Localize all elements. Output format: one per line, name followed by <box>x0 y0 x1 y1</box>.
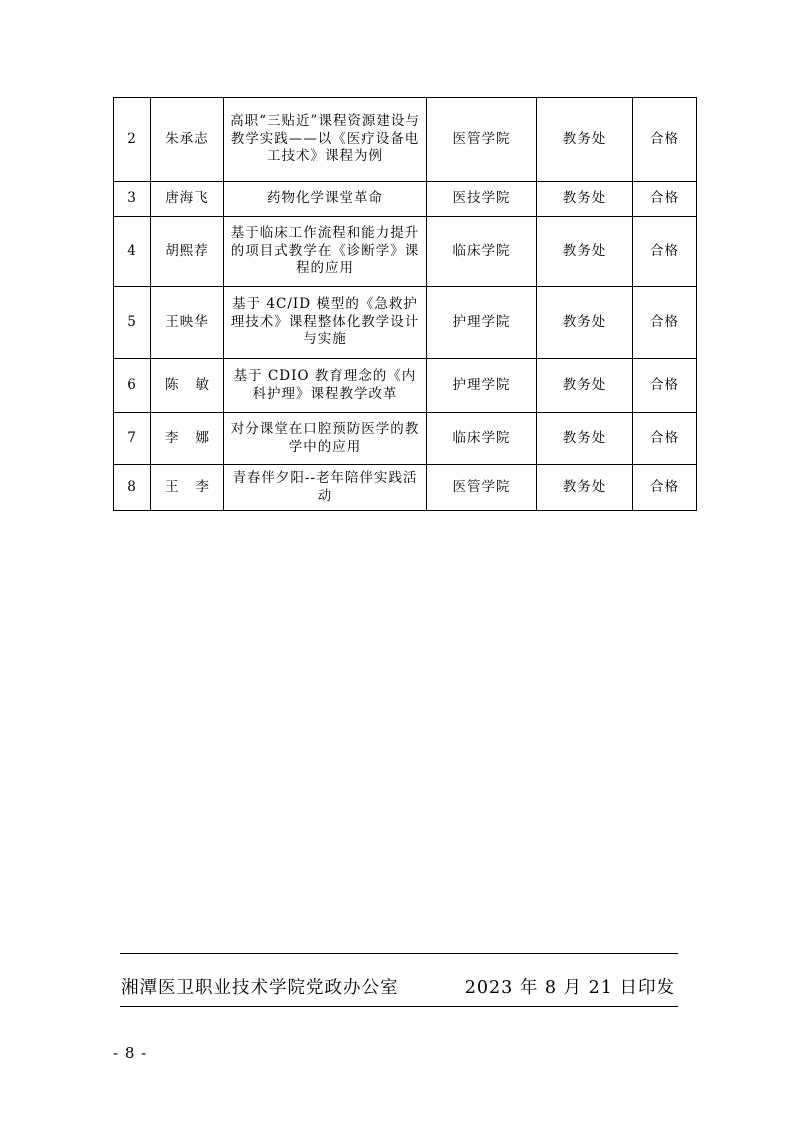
college: 医管学院 <box>427 98 537 182</box>
person-name <box>151 465 224 511</box>
result: 合格 <box>633 465 697 511</box>
project-title: 基于 CDIO 教育理念的《内科护理》课程教学改革 <box>224 359 427 413</box>
managing-unit: 教务处 <box>537 465 633 511</box>
table-row <box>114 465 697 511</box>
page-number: - 8 - <box>113 1044 148 1062</box>
college: 临床学院 <box>427 217 537 287</box>
results-table <box>113 97 697 511</box>
college: 临床学院 <box>427 413 537 465</box>
person-name: 唐海飞 <box>151 182 224 217</box>
college: 护理学院 <box>427 359 537 413</box>
table-row <box>114 98 697 182</box>
project-title: 高职“三贴近”课程资源建设与教学实践——以《医疗设备电工技术》课程为例 <box>224 98 427 182</box>
result: 合格 <box>633 287 697 359</box>
project-title: 药物化学课堂革命 <box>224 182 427 217</box>
managing-unit: 教务处 <box>537 359 633 413</box>
person-name <box>151 413 224 465</box>
footer-top-rule <box>120 953 678 954</box>
project-title: 青春伴夕阳--老年陪伴实践活动 <box>224 465 427 511</box>
result: 合格 <box>633 98 697 182</box>
person-name-text: 李娜 <box>165 429 209 446</box>
table-row <box>114 182 697 217</box>
table-row <box>114 359 697 413</box>
result: 合格 <box>633 182 697 217</box>
managing-unit: 教务处 <box>537 287 633 359</box>
college: 医技学院 <box>427 182 537 217</box>
managing-unit: 教务处 <box>537 98 633 182</box>
row-number: 3 <box>114 182 151 217</box>
row-number: 2 <box>114 98 151 182</box>
project-title: 基于 4C/ID 模型的《急救护理技术》课程整体化教学设计与实施 <box>224 287 427 359</box>
person-name: 王映华 <box>151 287 224 359</box>
footer-bottom-rule <box>120 1006 678 1007</box>
result: 合格 <box>633 413 697 465</box>
issuing-office: 湘潭医卫职业技术学院党政办公室 <box>121 978 399 998</box>
result: 合格 <box>633 217 697 287</box>
college: 医管学院 <box>427 465 537 511</box>
row-number: 6 <box>114 359 151 413</box>
table-row <box>114 287 697 359</box>
managing-unit: 教务处 <box>537 182 633 217</box>
person-name-text: 王李 <box>165 478 209 495</box>
college: 护理学院 <box>427 287 537 359</box>
row-number: 4 <box>114 217 151 287</box>
person-name-text: 陈敏 <box>165 376 209 393</box>
person-name: 朱承志 <box>151 98 224 182</box>
issue-date: 2023 年 8 月 21 日印发 <box>464 978 675 998</box>
row-number: 7 <box>114 413 151 465</box>
managing-unit: 教务处 <box>537 413 633 465</box>
project-title: 基于临床工作流程和能力提升的项目式教学在《诊断学》课程的应用 <box>224 217 427 287</box>
row-number: 5 <box>114 287 151 359</box>
project-title: 对分课堂在口腔预防医学的教学中的应用 <box>224 413 427 465</box>
table-row <box>114 413 697 465</box>
table-row <box>114 217 697 287</box>
person-name: 胡熙荐 <box>151 217 224 287</box>
person-name <box>151 359 224 413</box>
result: 合格 <box>633 359 697 413</box>
row-number: 8 <box>114 465 151 511</box>
managing-unit: 教务处 <box>537 217 633 287</box>
